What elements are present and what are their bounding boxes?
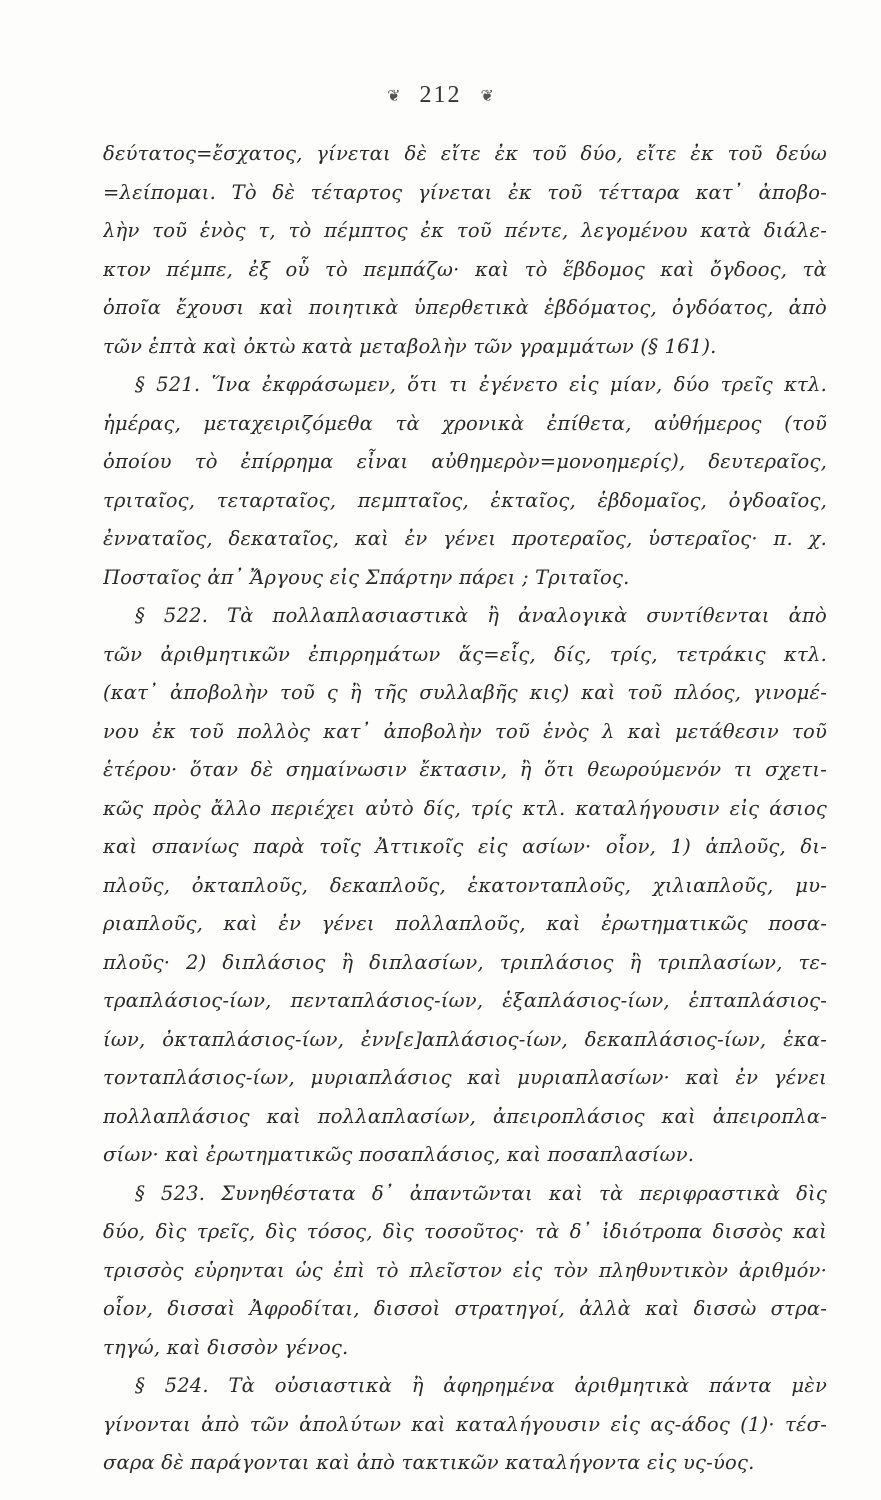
page-number: 212 <box>419 82 462 108</box>
text-line: τηγώ, καὶ δισσὸν γένος. <box>103 1335 349 1359</box>
text-line: πλοῦς· 2) διπλάσιος ἢ διπλασίων, τριπλάσιος ἢ τριπλασίων, τε- <box>103 950 827 974</box>
text-line: § 523. Συνηθέστατα δ᾽ ἀπαντῶνται καὶ τὰ περιφραστικὰ δὶς <box>135 1181 827 1205</box>
text-line: ἑτέρου· ὅταν δὲ σημαίνωσιν ἔκτασιν, ἢ ὅτι θεωρούμενόν τι σχετι- <box>103 758 827 781</box>
text-line: § 521. Ἵνα ἐκφράσωμεν, ὅτι τι ἐγένετο εἰς μίαν, δύο τρεῖς κτλ. <box>135 373 827 396</box>
text-line: ίων, ὀκταπλάσιος-ίων, ἐνν[ε]απλάσιος-ίων, δεκαπλάσιος-ίων, ἑκα- <box>103 1027 827 1051</box>
text-line: οἷον, δισσαὶ Ἀφροδίται, δισσοὶ στρατηγοί, ἀλλὰ καὶ δισσὼ στρα- <box>103 1297 827 1320</box>
text-line: καὶ σπανίως παρὰ τοῖς Ἀττικοῖς εἰς ασίων· οἷον, 1) ἁπλοῦς, δι- <box>103 835 827 858</box>
text-line: § 522. Τὰ πολλαπλασιαστικὰ ἢ ἀναλογικὰ συντίθενται ἀπὸ <box>135 604 827 627</box>
text-line: γίνονται ἀπὸ τῶν ἀπολύτων καὶ καταλήγουσιν εἰς ας-άδος (1)· τέσ- <box>103 1412 827 1436</box>
text-line: τῶν ἑπτὰ καὶ ὀκτὼ κατὰ μεταβολὴν τῶν γραμμάτων (§ 161). <box>103 334 717 358</box>
text-line: δεύτατος=ἔσχατος, γίνεται δὲ εἴτε ἐκ τοῦ δύο, εἴτε ἐκ τοῦ δεύω <box>103 142 827 165</box>
text-line: τριταῖος, τεταρταῖος, πεμπταῖος, ἑκταῖος, ἑβδομαῖος, ὀγδοαῖος, <box>103 488 827 512</box>
text-line: =λείπομαι. Τὸ δὲ τέταρτος γίνεται ἐκ τοῦ τέτταρα κατ᾽ ἀποβο- <box>103 180 827 204</box>
text-line: τῶν ἀριθμητικῶν ἐπιρρημάτων ἅς=εἷς, δίς, τρίς, τετράκις κτλ. <box>103 642 827 666</box>
text-line: ὁποῖα ἔχουσι καὶ ποιητικὰ ὑπερθετικὰ ἑβδόματος, ὀγδόατος, ἀπὸ <box>103 296 827 319</box>
page-header <box>0 82 881 109</box>
text-line: ἡμέρας, μεταχειριζόμεθα τὰ χρονικὰ ἐπίθετα, αὐθήμερος (τοῦ <box>103 411 827 435</box>
text-line: ριαπλοῦς, καὶ ἐν γένει πολλαπλοῦς, καὶ ἐρωτηματικῶς ποσα- <box>103 912 827 935</box>
body-text <box>103 135 827 1483</box>
text-line: νου ἐκ τοῦ πολλὸς κατ᾽ ἀποβολὴν τοῦ ἑνὸς λ καὶ μετάθεσιν τοῦ <box>103 719 827 743</box>
text-line: κτον πέμπε, ἐξ οὗ τὸ πεμπάζω· καὶ τὸ ἕβδομος καὶ ὄγδοος, τὰ <box>103 257 827 281</box>
text-line: (κατ᾽ ἀποβολὴν τοῦ ς ἢ τῆς συλλαβῆς κις) καὶ τοῦ πλόος, γινομέ- <box>103 681 827 704</box>
text-line: σίων· καὶ ἐρωτηματικῶς ποσαπλάσιος, καὶ ποσαπλασίων. <box>103 1143 695 1166</box>
text-line: ἐνναταῖος, δεκαταῖος, καὶ ἐν γένει προτεραῖος, ὑστεραῖος· π. χ. <box>103 527 827 550</box>
text-line: πολλαπλάσιος καὶ πολλαπλασίων, ἀπειροπλάσιος καὶ ἀπειροπλα- <box>103 1104 827 1128</box>
text-line: κῶς πρὸς ἄλλο περιέχει αὐτὸ δίς, τρίς κτλ. καταλήγουσιν εἰς άσιος <box>103 796 827 820</box>
text-line: τρισσὸς εὑρηνται ὡς ἐπὶ τὸ πλεῖστον εἰς τὸν πληθυντικὸν ἀριθμόν· <box>103 1258 827 1282</box>
text-line: τραπλάσιος-ίων, πενταπλάσιος-ίων, ἑξαπλάσιος-ίων, ἑπταπλάσιος- <box>103 989 827 1012</box>
text-line: σαρα δὲ παράγονται καὶ ἀπὸ τακτικῶν καταλήγοντα εἰς υς-ύος. <box>103 1451 755 1474</box>
text-line: λὴν τοῦ ἑνὸς τ, τὸ πέμπτος ἐκ τοῦ πέντε, λεγομένου κατὰ διάλε- <box>103 219 827 242</box>
text-line: ὁποίου τὸ ἐπίρρημα εἶναι αὐθημερὸν=μονοημερίς), δευτεραῖος, <box>103 450 827 473</box>
text-line: πλοῦς, ὀκταπλοῦς, δεκαπλοῦς, ἑκατονταπλοῦς, χιλιαπλοῦς, μυ- <box>103 873 827 897</box>
text-line: Ποσταῖος ἀπ᾽ Ἄργους εἰς Σπάρτην πάρει ; Τριταῖος. <box>103 565 630 589</box>
ornament-right-icon: ❦ <box>480 86 494 105</box>
text-line: § 524. Τὰ οὐσιαστικὰ ἢ ἀφηρημένα ἀριθμητικὰ πάντα μὲν <box>135 1374 827 1397</box>
text-line: τονταπλάσιος-ίων, μυριαπλάσιος καὶ μυριαπλασίων· καὶ ἐν γένει <box>103 1066 827 1089</box>
text-line: δύο, δὶς τρεῖς, δὶς τόσος, δὶς τοσοῦτος· τὰ δ᾽ ἰδιότροπα δισσὸς καὶ <box>103 1220 827 1243</box>
ornament-left-icon: ❦ <box>387 86 401 105</box>
